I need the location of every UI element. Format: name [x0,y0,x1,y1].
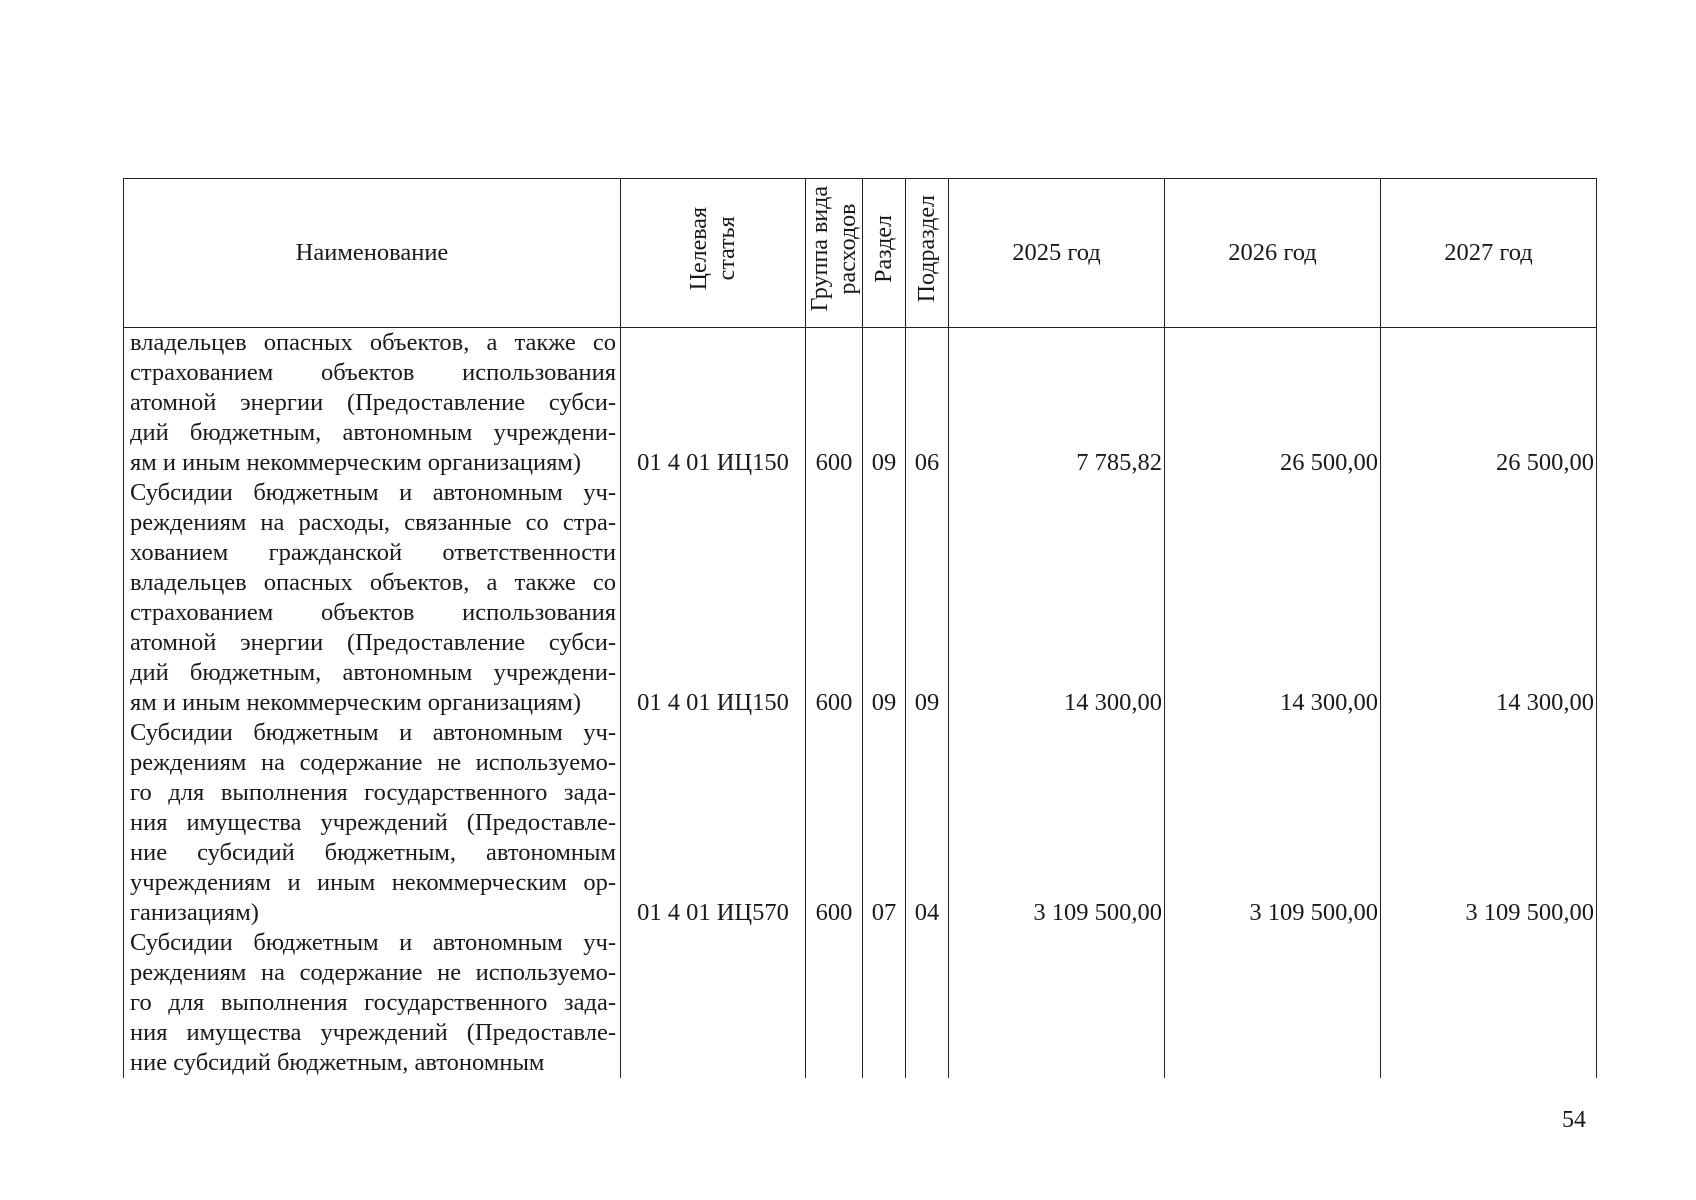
table-row [124,928,1597,1078]
table-body [124,328,1597,1079]
page-number: 54 [1562,1107,1586,1133]
row-name-line: ние субсидий бюджетным, автономным [130,839,616,866]
row-name-line: реждениям на содержание не используемо- [130,749,616,776]
header-section-text: Раздел [871,215,897,283]
row-amount-2027: 14 300,00 [1381,478,1597,718]
row-target-article: 01 4 01 ИЦ570 [621,718,806,928]
header-expense-group-text: Группа вида расходов [807,186,861,312]
header-expense-group [806,179,863,328]
row-amount-2026: 14 300,00 [1165,478,1381,718]
row-amount-2026 [1165,928,1381,1078]
row-subsection: 06 [906,328,949,479]
row-name-line: дий бюджетным, автономным учреждени- [130,419,616,446]
row-name-line: ния имущества учреждений (Предоставле- [130,809,616,836]
row-amount-2025 [949,928,1165,1078]
row-name-line: Субсидии бюджетным и автономным уч- [130,479,616,506]
table-header-row [124,179,1597,328]
row-name-line: атомной энергии (Предоставление субси- [130,389,616,416]
row-name-line: реждениям на содержание не используемо- [130,959,616,986]
row-name-cell [124,718,621,928]
row-section: 09 [863,328,906,479]
header-year-2025: 2025 год [949,179,1165,328]
row-expense-group: 600 [806,328,863,479]
row-section: 09 [863,478,906,718]
row-target-article: 01 4 01 ИЦ150 [621,478,806,718]
row-name-line: атомной энергии (Предоставление субси- [130,629,616,656]
row-expense-group: 600 [806,478,863,718]
row-expense-group [806,928,863,1078]
row-section: 07 [863,718,906,928]
row-amount-2027: 26 500,00 [1381,328,1597,479]
row-amount-2027: 3 109 500,00 [1381,718,1597,928]
row-name-line: ния имущества учреждений (Предоставле- [130,1019,616,1046]
row-target-article [621,928,806,1078]
row-amount-2025: 14 300,00 [949,478,1165,718]
header-name: Наименование [124,179,621,328]
row-expense-group: 600 [806,718,863,928]
table-row [124,718,1597,928]
header-year-2027: 2027 год [1381,179,1597,328]
row-name-line: Субсидии бюджетным и автономным уч- [130,929,616,956]
row-name-line: страхованием объектов использования [130,599,616,626]
row-amount-2027 [1381,928,1597,1078]
row-name-line: дий бюджетным, автономным учреждени- [130,659,616,686]
row-name-cell [124,328,621,479]
header-section [863,179,906,328]
header-subsection [906,179,949,328]
row-name-line: ям и иным некоммерческим организациям) [130,449,582,476]
row-name-line: ние субсидий бюджетным, автономным [130,1049,545,1076]
row-name-line: го для выполнения государственного зада- [130,989,616,1016]
row-amount-2026: 3 109 500,00 [1165,718,1381,928]
row-name-cell [124,928,621,1078]
header-target-article [621,179,806,328]
row-target-article: 01 4 01 ИЦ150 [621,328,806,479]
table-row [124,328,1597,479]
budget-table [123,178,1597,1078]
row-name-cell [124,478,621,718]
row-subsection [906,928,949,1078]
row-name-line: хованием гражданской ответственности [130,539,616,566]
row-name-line: ганизациям) [130,899,259,926]
table-row [124,478,1597,718]
row-name-line: страхованием объектов использования [130,359,616,386]
row-name-line: Субсидии бюджетным и автономным уч- [130,719,616,746]
header-subsection-text: Подраздел [914,195,940,303]
row-amount-2026: 26 500,00 [1165,328,1381,479]
header-target-article-text: Целевая статья [686,207,740,291]
row-name-line: реждениям на расходы, связанные со стра- [130,509,616,536]
row-name-line: го для выполнения государственного зада- [130,779,616,806]
row-name-line: ям и иным некоммерческим организациям) [130,689,582,716]
row-name-line: владельцев опасных объектов, а также со [130,569,616,596]
row-subsection: 04 [906,718,949,928]
row-name-line: учреждениям и иным некоммерческим ор- [130,869,616,896]
row-amount-2025: 3 109 500,00 [949,718,1165,928]
header-year-2026: 2026 год [1165,179,1381,328]
row-name-line: владельцев опасных объектов, а также со [130,329,616,356]
row-subsection: 09 [906,478,949,718]
row-amount-2025: 7 785,82 [949,328,1165,479]
row-section [863,928,906,1078]
